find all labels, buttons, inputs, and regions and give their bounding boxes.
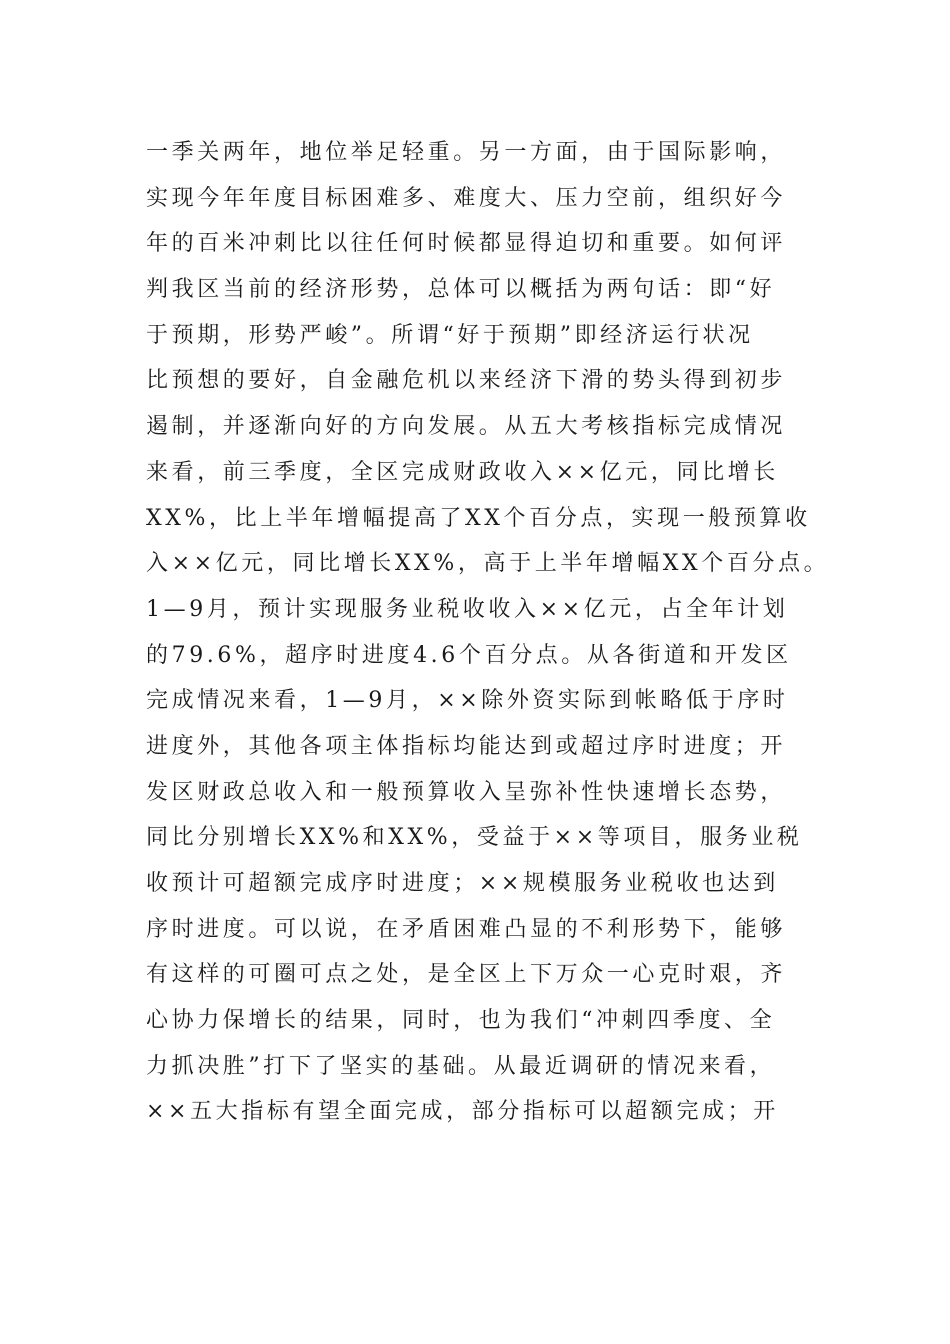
text-line: 实现今年年度目标困难多、难度大、压力空前，组织好今 <box>146 185 787 211</box>
text-line: 力抓决胜”打下了坚实的基础。从最近调研的情况来看， <box>146 1053 776 1079</box>
text-line: 于预期，形势严峻”。所谓“好于预期”即经济运行状况 <box>146 322 754 348</box>
text-line: 序时进度。可以说，在矛盾困难凸显的不利形势下，能够 <box>146 916 787 942</box>
text-line: 一季关两年，地位举足轻重。另一方面，由于国际影响， <box>146 140 787 165</box>
text-line: 进度外，其他各项主体指标均能达到或超过序时进度；开 <box>146 733 787 759</box>
text-line: 收预计可超额完成序时进度；××规模服务业税收也达到 <box>146 871 779 896</box>
text-line: 遏制，并逐渐向好的方向发展。从五大考核指标完成情况 <box>146 414 787 440</box>
text-line: 入××亿元，同比增长XX%，高于上半年增幅XX个百分点。 <box>146 551 830 577</box>
body-paragraph <box>146 130 846 1135</box>
text-line: 1—9月，预计实现服务业税收收入××亿元，占全年计划 <box>146 596 789 622</box>
text-line: 有这样的可圈可点之处，是全区上下万众一心克时艰，齐 <box>146 962 787 988</box>
text-line: 发区财政总收入和一般预算收入呈弥补性快速增长态势， <box>146 779 787 805</box>
text-line: ××五大指标有望全面完成，部分指标可以超额完成；开 <box>146 1099 779 1125</box>
text-line: 心协力保增长的结果，同时，也为我们“冲刺四季度、全 <box>146 1008 776 1034</box>
text-line: 来看，前三季度，全区完成财政收入××亿元，同比增长 <box>146 459 779 485</box>
text-line: 比预想的要好，自金融危机以来经济下滑的势头得到初步 <box>146 368 787 394</box>
text-line: 同比分别增长XX%和XX%，受益于××等项目，服务业税 <box>146 825 803 851</box>
text-line: 的79.6%，超序时进度4.6个百分点。从各街道和开发区 <box>146 642 792 668</box>
text-line: XX%，比上半年增幅提高了XX个百分点，实现一般预算收 <box>146 505 811 531</box>
text-line: 判我区当前的经济形势，总体可以概括为两句话：即“好 <box>146 277 776 303</box>
text-line: 完成情况来看，1—9月，××除外资实际到帐略低于序时 <box>146 688 789 714</box>
text-line: 年的百米冲刺比以往任何时候都显得迫切和重要。如何评 <box>146 231 787 257</box>
